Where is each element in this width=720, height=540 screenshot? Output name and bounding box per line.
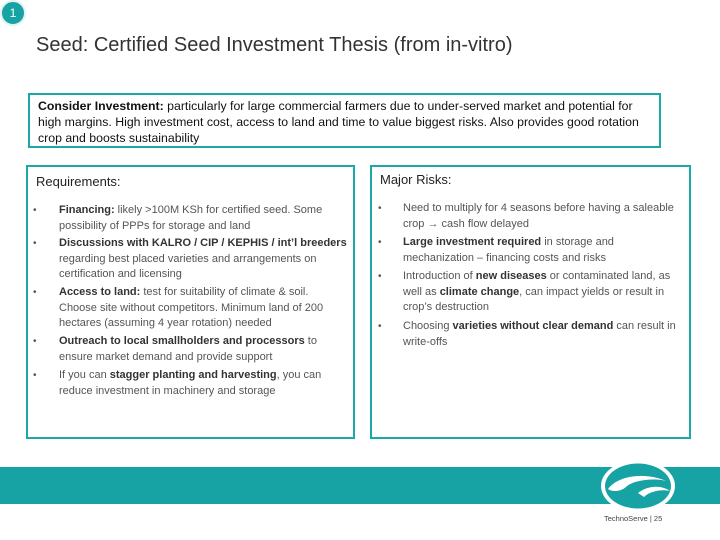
bullet-icon: •: [33, 336, 37, 347]
technoserve-logo-icon: [600, 459, 676, 513]
bullet-icon: •: [33, 205, 37, 216]
bullet-icon: •: [378, 321, 382, 332]
requirement-text: regarding best placed varieties and arrangements on certification and licensing: [59, 252, 317, 280]
requirement-text: likely >100M KSh for certified seed. Some possibility of PPPs for storage and land: [59, 204, 323, 232]
risks-panel: [370, 165, 691, 439]
requirement-text: test for suitability of climate & soil. Choose site without competitors. Minimum land of 200 hectares (assuming 4 year rotation) needed: [59, 286, 324, 329]
risk-bold: Large investment required: [403, 236, 542, 248]
bullet-icon: •: [33, 370, 37, 381]
bullet-icon: •: [378, 203, 382, 214]
slide-title: Seed: Certified Seed Investment Thesis (from in-vitro): [36, 34, 513, 56]
thesis-box: [28, 93, 661, 148]
requirement-bold: Financing:: [59, 204, 115, 216]
risk-bold: varieties without clear demand: [452, 320, 614, 332]
requirement-text: If you can: [59, 369, 110, 381]
thesis-body: particularly for large commercial farmers due to under-served market and potential for high margins. High investment cost, access to land and time to value biggest risks. Also provides good rotation crop and boosts sustainability: [38, 99, 639, 145]
risk-text: , can impact yields or result in crop’s destruction: [403, 285, 665, 313]
bullet-icon: •: [378, 237, 382, 248]
requirement-bold: Access to land:: [59, 286, 141, 298]
thesis-lead: Consider Investment:: [38, 99, 164, 113]
risk-bold: new diseases: [475, 270, 547, 282]
risk-text: or contaminated land, as well as: [403, 270, 671, 298]
requirement-bold: Discussions with KALRO / CIP / KEPHIS / int’l breeders: [59, 237, 347, 249]
risk-text: in storage and mechanization – financing costs and risks: [403, 236, 614, 264]
bullet-icon: •: [378, 271, 382, 282]
slide-number-badge: 1: [0, 0, 26, 26]
requirement-bold: Outreach to local smallholders and processors: [59, 335, 305, 347]
requirements-heading: Requirements:: [36, 174, 121, 189]
arrow-icon: →: [427, 217, 439, 230]
requirement-bold: stagger planting and harvesting: [109, 369, 277, 381]
bullet-icon: •: [33, 287, 37, 298]
risk-text: cash flow delayed: [438, 217, 529, 230]
risk-text: Introduction of: [403, 270, 476, 282]
risks-heading: Major Risks:: [380, 172, 452, 187]
risk-text: can result in write-offs: [403, 320, 676, 348]
risk-text: Need to multiply for 4 seasons before having a saleable crop: [403, 202, 674, 230]
risk-text: Choosing: [403, 320, 453, 332]
bullet-icon: •: [33, 238, 37, 249]
requirements-panel: [26, 165, 355, 439]
risk-bold: climate change: [439, 285, 520, 298]
requirement-text: , you can reduce investment in machinery and storage: [59, 369, 322, 397]
footer-credit: TechnoServe | 25: [604, 514, 663, 523]
requirement-text: to ensure market demand and provide support: [59, 335, 317, 363]
